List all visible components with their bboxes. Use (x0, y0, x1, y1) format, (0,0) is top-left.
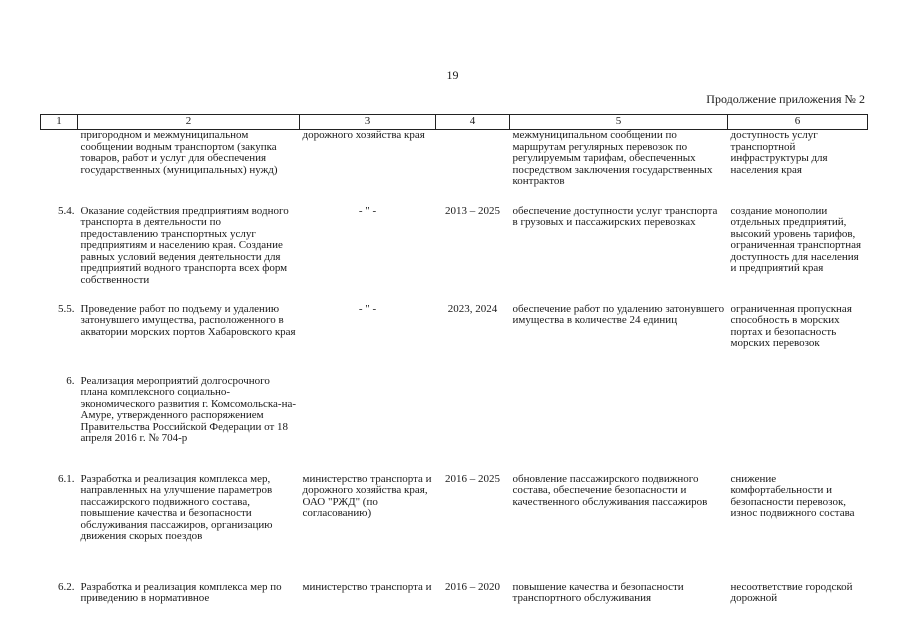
table-row (41, 376, 868, 474)
appendix-table (40, 114, 868, 613)
row-number: 6.2. (58, 580, 75, 593)
term-cell: 2016 – 2020 (445, 580, 500, 593)
consequence-cell: несоответствие городской дорожной (730, 580, 853, 605)
consequence-cell: ограниченная пропускная способность в морских портах и безопасность морских перевозок (730, 302, 852, 350)
responsible-cell: дорожного хозяйства края (302, 129, 425, 141)
column-header-6: 6 (728, 115, 868, 130)
term-cell: 2013 – 2025 (445, 204, 500, 217)
measure-cell: Оказание содействия предприятиям водного транспорта в деятельности по предоставлению транспортных услуг предприятиям и населению края. Создание равных условий ведения деятельности для предприятий водного транспорта всех форм собственности (80, 204, 289, 286)
column-header-2: 2 (78, 115, 300, 130)
consequence-cell: снижение комфортабельности и безопасности перевозок, износ подвижного состава (730, 472, 855, 520)
row-number (41, 130, 78, 206)
term-cell (436, 376, 510, 474)
table-row (41, 582, 868, 613)
term-cell: 2016 – 2025 (445, 472, 500, 485)
table-row (41, 130, 868, 206)
responsible-cell: министерство транспорта и дорожного хозяйства края, ОАО "РЖД" (по согласованию) (302, 472, 432, 520)
row-number: 5.5. (58, 302, 75, 315)
responsible-cell (300, 376, 436, 474)
responsible-cell: - " - (358, 302, 377, 315)
column-header-3: 3 (300, 115, 436, 130)
row-number: 6.1. (58, 472, 75, 485)
consequence-cell: создание монополии отдельных предприятий, высокий уровень тарифов, ограниченная транспортная доступность для населения и предприятий края (730, 204, 862, 275)
measure-cell: Реализация мероприятий долгосрочного плана комплексного социально-экономического развития г. Комсомольска-на-Амуре, утвержденного распоряжением Правительства Российской Федерации от 18 апреля 2016 г. № 704-р (80, 374, 297, 445)
result-cell: обеспечение доступности услуг транспорта в грузовых и пассажирских перевозках (512, 204, 718, 229)
term-cell (436, 130, 510, 206)
measure-cell: пригородном и межмуниципальном сообщении водным транспортом (закупка товаров, работ и услуг для обеспечения государственных (муниципальных) нужд) (80, 129, 278, 176)
column-header-5: 5 (510, 115, 728, 130)
consequence-cell: доступность услуг транспортной инфраструктуры для населения края (730, 129, 828, 176)
measure-cell: Проведение работ по подъему и удалению затонувшего имущества, расположенного в акватории морских портов Хабаровского края (80, 302, 296, 338)
measure-cell: Разработка и реализация комплекса мер, направленных на улучшение параметров пассажирского подвижного состава, повышение качества и безопасности обслуживания пассажиров, организацию движения скорых поездов (80, 472, 273, 543)
table-row (41, 206, 868, 304)
responsible-cell: - " - (358, 204, 377, 217)
result-cell (510, 376, 728, 474)
column-header-1: 1 (41, 115, 78, 130)
term-cell: 2023, 2024 (447, 302, 498, 315)
consequence-cell (728, 376, 868, 474)
column-number-row (41, 115, 868, 130)
row-number: 5.4. (58, 204, 75, 217)
result-cell: обеспечение работ по удалению затонувшего имущества в количестве 24 единиц (512, 302, 725, 327)
result-cell: повышение качества и безопасности транспортного обслуживания (512, 580, 684, 605)
row-number: 6. (66, 374, 75, 387)
column-header-4: 4 (436, 115, 510, 130)
table-row (41, 304, 868, 376)
result-cell: межмуниципальном сообщении по маршрутам регулярных перевозок по регулируемым тарифам, обеспеченных посредством заключения государственных контрактов (512, 129, 713, 188)
responsible-cell: министерство транспорта и (302, 580, 432, 593)
table-row (41, 474, 868, 582)
measure-cell: Разработка и реализация комплекса мер по приведению в нормативное (80, 580, 282, 605)
page-number: 19 (446, 68, 459, 82)
continuation-label: Продолжение приложения № 2 (706, 92, 865, 106)
result-cell: обновление пассажирского подвижного состава, обеспечение безопасности и качественного обслуживания пассажиров (512, 472, 708, 508)
